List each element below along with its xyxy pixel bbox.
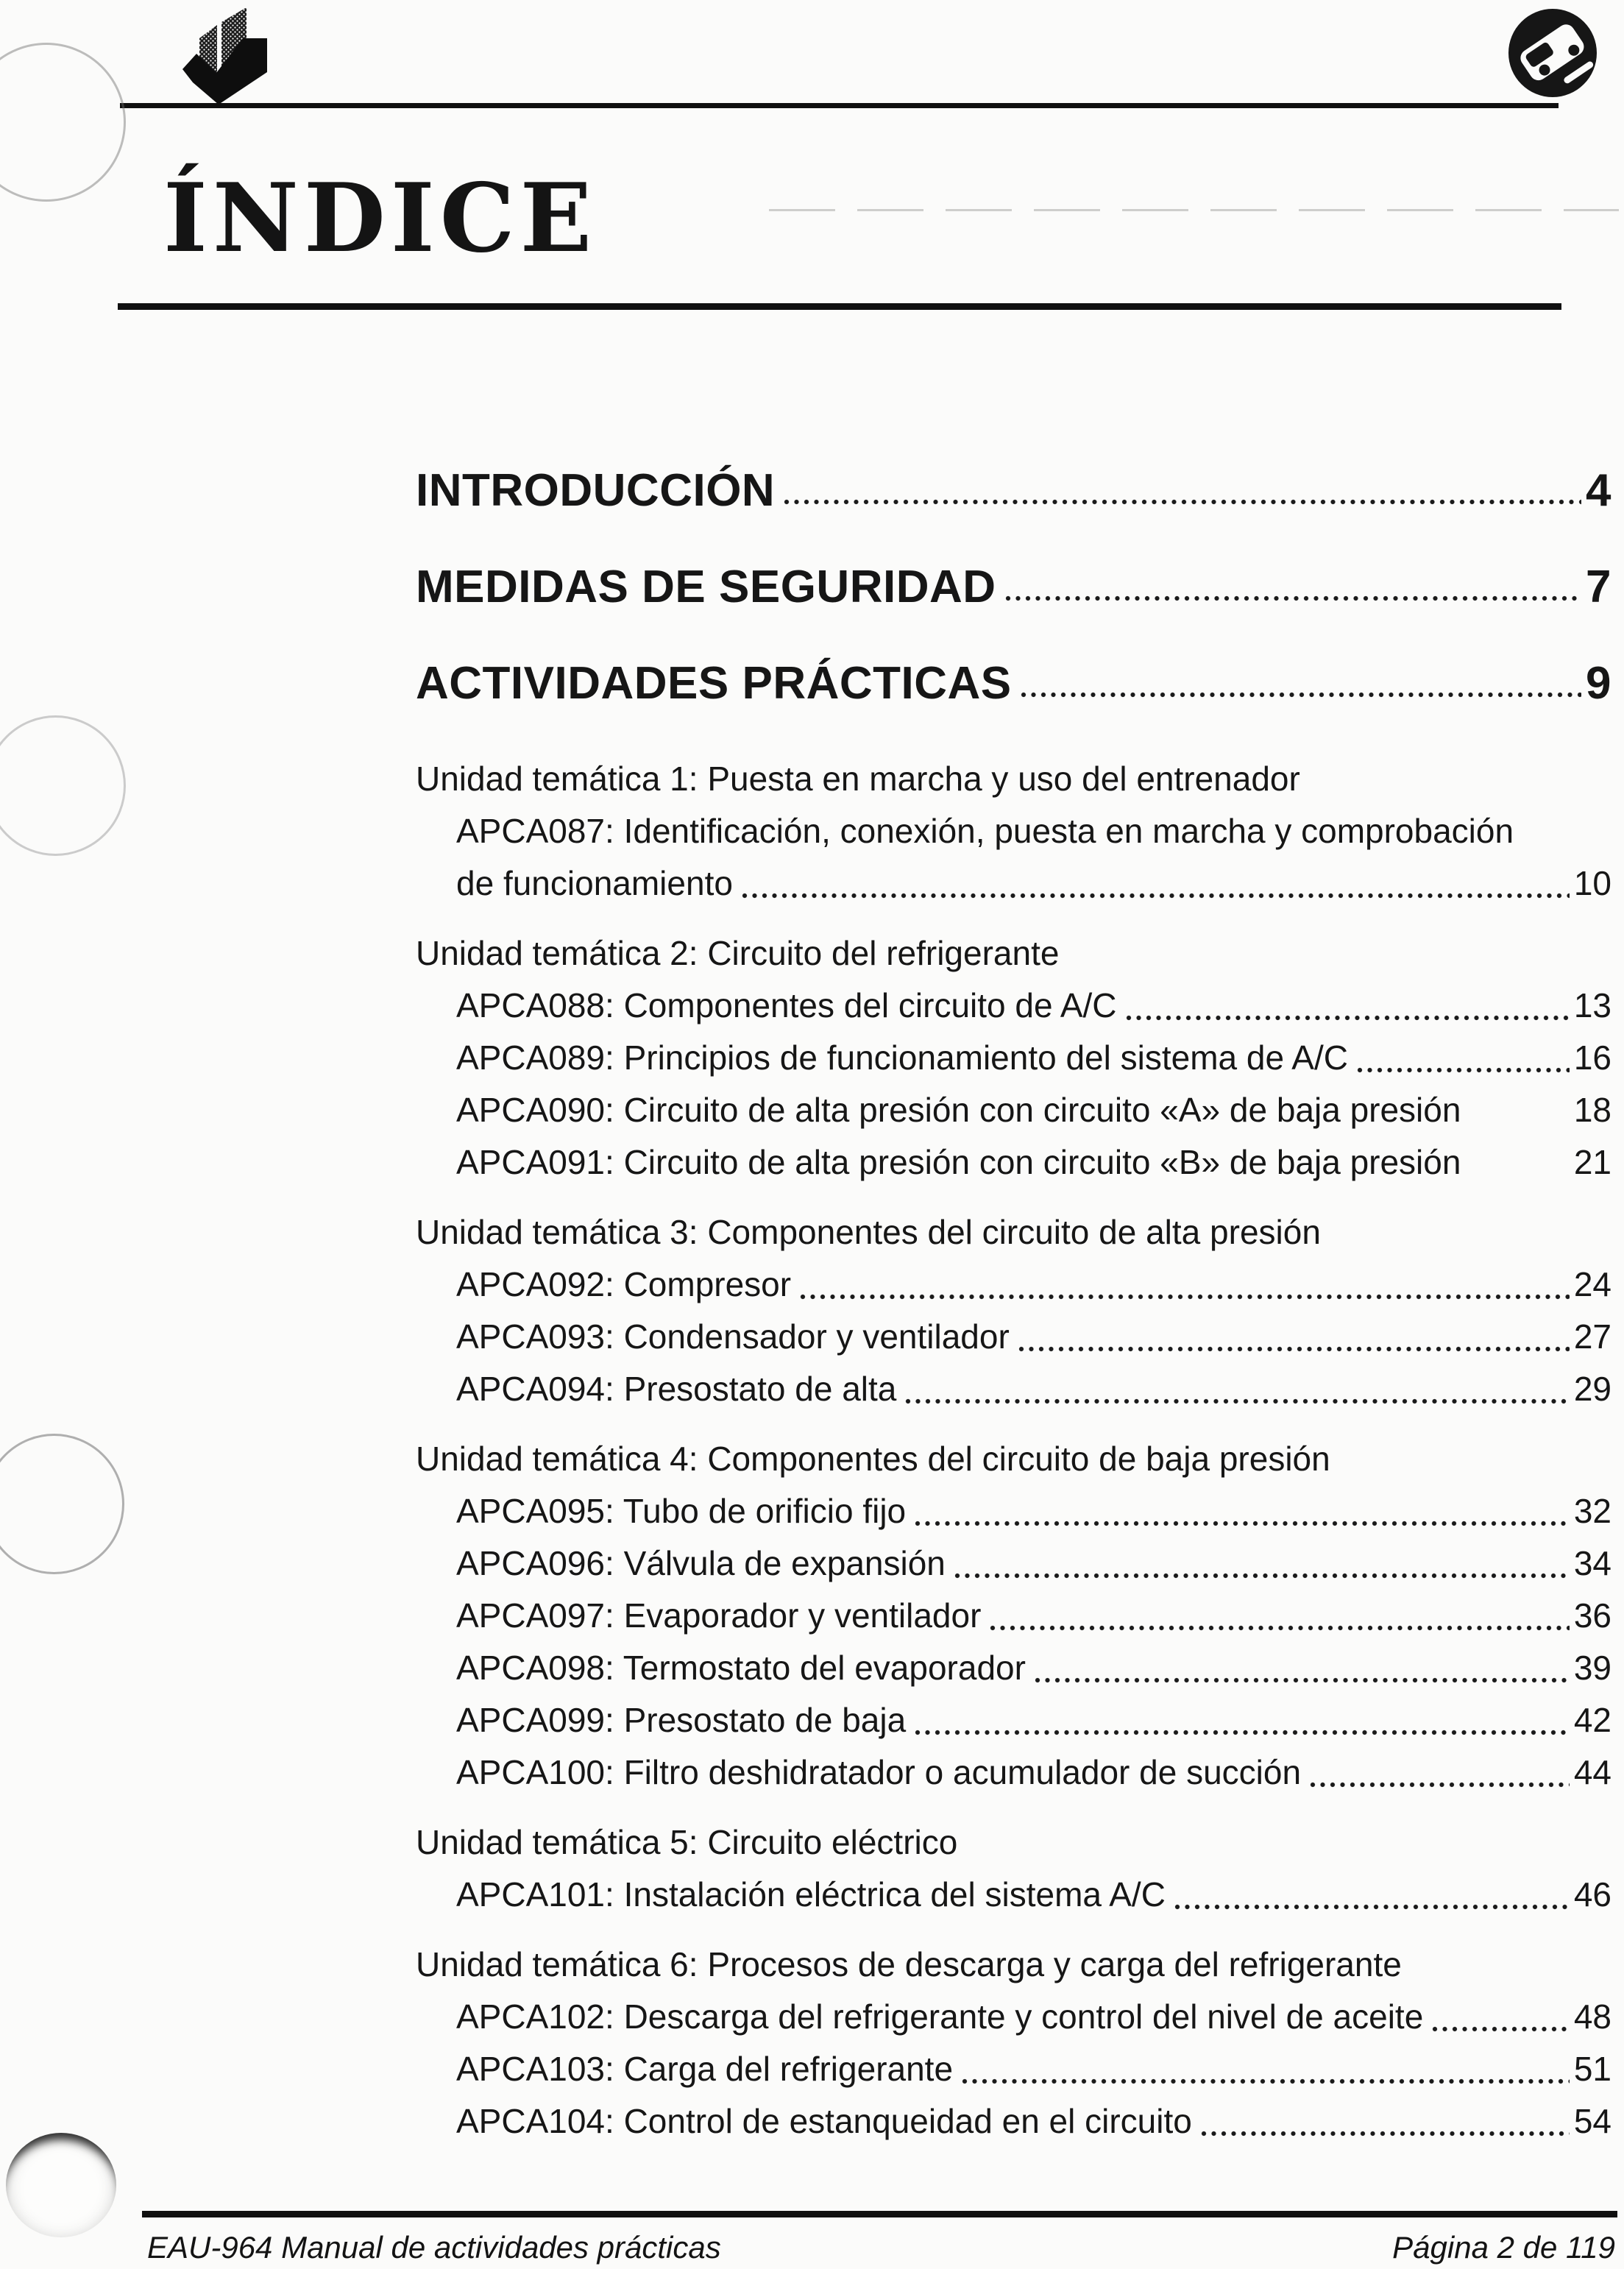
toc-activity-entry xyxy=(416,980,1611,1032)
toc-activity-entry xyxy=(416,1537,1611,1590)
page-number: 42 xyxy=(1573,1701,1611,1739)
toc-activity-entry xyxy=(416,1363,1611,1415)
toc-entry-label: APCA103: Carga del refrigerante xyxy=(456,2050,954,2088)
dot-leader xyxy=(954,1572,1570,1580)
dot-leader xyxy=(1126,1014,1570,1022)
toc-unit xyxy=(416,927,1611,1189)
page-title: ÍNDICE xyxy=(163,163,598,274)
toc-entry-label: de funcionamiento xyxy=(456,864,733,902)
header-rule xyxy=(120,103,1559,108)
toc-unit-title: Unidad temática 4: Componentes del circuito de baja presión xyxy=(416,1440,1330,1478)
page-number: 9 xyxy=(1586,658,1611,709)
toc-activity-entry xyxy=(416,1032,1611,1084)
toc-activity-entry xyxy=(416,1485,1611,1537)
footer-manual-label: EAU-964 Manual de actividades prácticas xyxy=(147,2230,721,2265)
page-number: 34 xyxy=(1573,1544,1611,1582)
hole-punch xyxy=(0,43,126,202)
dot-leader xyxy=(915,1520,1570,1528)
dot-leader xyxy=(962,2078,1570,2086)
page-footer xyxy=(147,2227,1615,2268)
hole-punch xyxy=(0,715,126,856)
toc-entry-label: APCA089: Principios de funcionamiento del sistema de A/C xyxy=(456,1038,1348,1077)
toc-entry-label: APCA092: Compresor xyxy=(456,1265,792,1303)
toc-activity-entry xyxy=(416,1869,1611,1921)
toc-activity-entry xyxy=(416,857,1611,910)
dot-leader xyxy=(1021,691,1581,699)
dot-leader xyxy=(800,1293,1570,1301)
toc-activity-entry xyxy=(416,1259,1611,1311)
page-number: 4 xyxy=(1586,465,1611,516)
footer-rule xyxy=(142,2211,1617,2217)
toc-entry-label: APCA094: Presostato de alta xyxy=(456,1370,897,1408)
dot-leader xyxy=(1035,1677,1570,1685)
toc-main-section xyxy=(416,656,1611,710)
toc-unit-title: Unidad temática 6: Procesos de descarga y carga del refrigerante xyxy=(416,1945,1402,1983)
toc-entry-label: APCA097: Evaporador y ventilador xyxy=(456,1596,982,1635)
toc-entry-label: APCA100: Filtro deshidratador o acumulador de succión xyxy=(456,1753,1302,1791)
toc-entry-label: APCA088: Componentes del circuito de A/C xyxy=(456,986,1117,1024)
toc-activity-entry xyxy=(416,805,1611,857)
page-number: 7 xyxy=(1586,562,1611,612)
main-sections xyxy=(416,464,1611,710)
toc-unit xyxy=(416,1206,1611,1415)
toc-unit xyxy=(416,1939,1611,2148)
toc-unit-title: Unidad temática 5: Circuito eléctrico xyxy=(416,1823,958,1861)
toc-activity-entry xyxy=(416,1084,1611,1136)
dot-leader xyxy=(915,1729,1570,1737)
toc-activity-entry xyxy=(416,1746,1611,1799)
page-number: 18 xyxy=(1573,1091,1611,1129)
toc-activity-entry xyxy=(416,1311,1611,1363)
toc-unit xyxy=(416,1816,1611,1921)
dot-leader xyxy=(1357,1066,1570,1075)
toc-main-section xyxy=(416,464,1611,517)
toc-activity-entry xyxy=(416,2095,1611,2148)
scan-artifact-line xyxy=(769,209,1619,211)
page-number: 13 xyxy=(1573,986,1611,1024)
toc-entry-label: APCA098: Termostato del evaporador xyxy=(456,1649,1026,1687)
toc-unit-title: Unidad temática 2: Circuito del refrigerante xyxy=(416,934,1060,972)
page-number: 32 xyxy=(1573,1492,1611,1530)
page-number: 10 xyxy=(1573,864,1611,902)
toc-unit-title: Unidad temática 1: Puesta en marcha y uso del entrenador xyxy=(416,760,1300,798)
toc-unit xyxy=(416,753,1611,910)
toc-activity-entry xyxy=(416,1991,1611,2043)
toc-unit-title: Unidad temática 3: Componentes del circuito de alta presión xyxy=(416,1213,1321,1251)
dot-leader xyxy=(990,1624,1569,1632)
page-number: 39 xyxy=(1573,1649,1611,1687)
toc-main-section xyxy=(416,560,1611,614)
dot-leader xyxy=(1432,2025,1570,2033)
table-of-contents xyxy=(416,464,1611,2148)
hole-punch xyxy=(6,2133,116,2237)
toc-activity-entry xyxy=(416,1590,1611,1642)
toc-entry-label: ACTIVIDADES PRÁCTICAS xyxy=(416,658,1012,709)
page-number: 46 xyxy=(1573,1875,1611,1914)
page-number: 16 xyxy=(1573,1038,1611,1077)
toc-entry-label: APCA091: Circuito de alta presión con circuito «B» de baja presión xyxy=(456,1143,1461,1181)
page-number: 21 xyxy=(1573,1143,1611,1181)
toc-activity-entry xyxy=(416,1694,1611,1746)
dot-leader xyxy=(1174,1903,1570,1911)
dot-leader xyxy=(1310,1781,1570,1789)
toc-activity-entry xyxy=(416,2043,1611,2095)
page-number: 29 xyxy=(1573,1370,1611,1408)
footer-page-indicator: Página 2 de 119 xyxy=(1392,2230,1615,2265)
page-number: 54 xyxy=(1573,2102,1611,2140)
open-book-checkmark-logo-icon xyxy=(177,4,274,106)
page-number: 44 xyxy=(1573,1753,1611,1791)
page-number: 36 xyxy=(1573,1596,1611,1635)
unit-sections xyxy=(416,753,1611,2148)
dot-leader xyxy=(1201,2130,1570,2138)
toc-unit xyxy=(416,1433,1611,1799)
toc-entry-label: APCA104: Control de estanqueidad en el circuito xyxy=(456,2102,1192,2140)
car-in-circle-icon xyxy=(1507,7,1598,99)
toc-entry-label: APCA090: Circuito de alta presión con circuito «A» de baja presión xyxy=(456,1091,1461,1129)
dot-leader xyxy=(742,892,1570,900)
hole-punch xyxy=(0,1434,124,1574)
page-number: 24 xyxy=(1573,1265,1611,1303)
page-number: 27 xyxy=(1573,1317,1611,1356)
toc-entry-label: APCA093: Condensador y ventilador xyxy=(456,1317,1010,1356)
dot-leader xyxy=(1005,595,1582,603)
toc-entry-label: APCA095: Tubo de orificio fijo xyxy=(456,1492,907,1530)
title-rule xyxy=(118,303,1561,310)
dot-leader xyxy=(784,498,1581,506)
toc-entry-label: APCA099: Presostato de baja xyxy=(456,1701,907,1739)
toc-entry-label: MEDIDAS DE SEGURIDAD xyxy=(416,562,996,612)
dot-leader xyxy=(1469,1171,1569,1179)
dot-leader xyxy=(1018,1345,1570,1353)
toc-activity-entry xyxy=(416,1642,1611,1694)
toc-activity-entry xyxy=(416,1136,1611,1189)
page-number: 48 xyxy=(1573,1997,1611,2036)
toc-entry-label: INTRODUCCIÓN xyxy=(416,465,776,516)
toc-entry-label: APCA096: Válvula de expansión xyxy=(456,1544,946,1582)
dot-leader xyxy=(905,1398,1569,1406)
toc-entry-label: APCA101: Instalación eléctrica del sistema A/C xyxy=(456,1875,1166,1914)
dot-leader xyxy=(1469,1119,1569,1127)
toc-entry-label: APCA087: Identificación, conexión, puesta en marcha y comprobación xyxy=(456,812,1514,850)
page-number: 51 xyxy=(1573,2050,1611,2088)
toc-entry-label: APCA102: Descarga del refrigerante y control del nivel de aceite xyxy=(456,1997,1424,2036)
